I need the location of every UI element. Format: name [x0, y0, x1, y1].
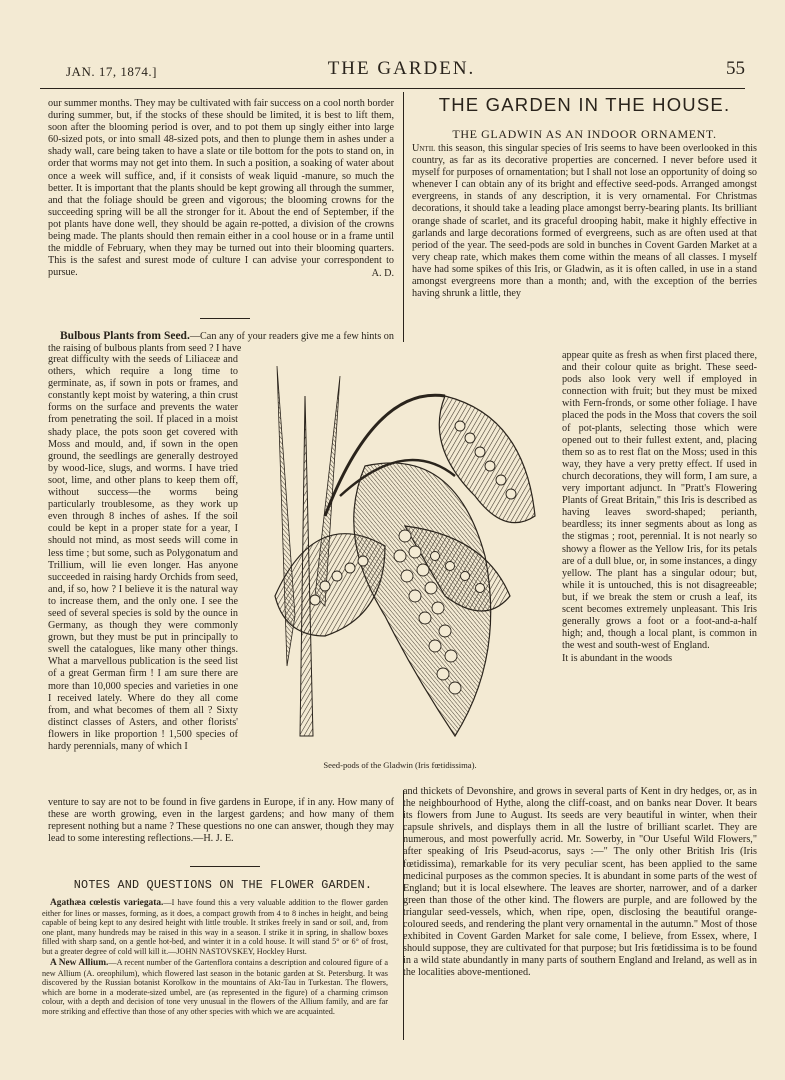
paragraph: venture to say are not to be found in five gardens in Europe, if in any. How many of these are worth growing, even in the largest gardens; and how many of them represent nothing but a name ? These questions no one can answer, though they may lead to some interesting reflections.—H. J. E. [48, 797, 394, 845]
paragraph: great difficulty with the seeds of Liliaceæ and others, which require a long time to germinate, as, if sown in pots or frames, and constantly kept moist by watering, a thin crust forms on the surface and prevents the water from penetrating the soil. If placed in a moist shady place, the pots soon get covered with Moss and mould, and, if sown in the open ground, the seedlings are generally destroyed by wood-lice, slugs, and worms. I have tried soot, lime, and other plans to keep them off, without success—the worms being particularly troublesome, as they work up even through 8 inches of ashes. If the soil could be kept in a proper state for a year, I should not mind, as most seeds will come in less time ; but some, such as Polygonatum and Trillium, will lie even longer. Has anyone succeeded in raising hardy Orchids from seed, and, if so, how ? I believe it is the natural way to increase them, and the only one. I see the seed of several species is sold by the ounce in Germany, as though they were commonly grown, but they must be put in principally to swell the catalogues, like many other things. What a marvellous publication is the seed list of a great German firm ! I am sure there are more than 10,000 species and varieties in one I received lately. Where do they all come from, and what becomes of them all ? Sixty distinct classes of Asters, and other florists' flowers in like proportion ! 1,500 species of hardy perennials, many of which I [48, 354, 238, 752]
article-title: Agathæa cœlestis variegata. [50, 898, 164, 908]
paragraph: —I have found this a very valuable addition to the flower garden either for lines or masses, forming, as it does, a compact growth from 4 to 8 inches in height, and being capable of being kept to any desired height with little trouble. It strikes freely in sand or soil, and, from one plant, many hundreds may be raised in this way in a season. I strike it in spring, in shallow boxes filled with sharp sand, on a gentle hot-bed, and winter it in a cold house. It will stand 5° or 6° of frost, but a greater degree of cold will kill it.—JOHN NASTOVSKEY, Hockley Hurst. [42, 898, 388, 956]
paragraph: —Can any of your readers give me a few hints on the raising of bulbous plants from seed ? I have [48, 331, 394, 355]
left-column-top [48, 98, 394, 281]
gladwin-seedpod-engraving-icon [255, 356, 545, 756]
paragraph: and thickets of Devonshire, and grows in several parts of Kent in dry hedges, or, as in the neighbourhood of Hythe, along the cliff-coast, and on banks near Dover. It bears its flowers from June to August. Its seeds are very beautiful in winter, when their capsule shrivels, and displays them in all the lustre of brilliant scarlet. They are numerous, and most powerfully acrid. Mr. Sowerby, in "Our Useful Wild Flowers," after speaking of Iris Pseud-acorus, says :—" The only other British Iris (Iris fœtidissima), remarkable for its very peculiar scent, has been applied to the same medicinal purposes as the common species. It is abundant in some parts of the west of England; but it is local elsewhere. The leaves are shorter, narrower, and of a darker green than those of the other kind. The flowers are purple, and are followed by the triangular seed-vessels, which, when ripe, open, disclosing the beautiful orange-coloured seeds, and rendering the plant very ornamental in the autumn." Most of those exhibited in Covent Garden Market for sale come, I believe, from Essex, where, I should suppose, they are cultivated for that purpose; but Iris fœtidissima is to be found in a wild state abundantly in many parts of southern England and Ireland, as well as in the localities above-mentioned. [403, 786, 757, 979]
page-header [58, 58, 745, 84]
article-heading: THE GLADWIN AS AN INDOOR ORNAMENT. [452, 127, 717, 141]
notes-heading: NOTES AND QUESTIONS ON THE FLOWER GARDEN. [73, 878, 373, 892]
paragraph: our summer months. They may be cultivated with fair success on a cool north border during summer, but, if the stocks of these should be limited, it is best to lift them, soon after the blooming period is over, and to pot them up singly either into large 60-sized pots, or into small 48-sized pots, and then to plunge them in ashes under a shady wall, care being taken to have a slate or tile bottom for the pots to stand on, in order that worms may not get into them. In such a position, a soaking of water about once a week will suffice, and, if it consists of weak liquid -manure, so much the better. It is important that the plants should be kept growing all through the summer, and that the foliage should be green and vigorous; the blooming crowns for the succeeding spring will be all the stronger for it. About the end of September, if the pot plants have done well, they should be again re-potted, a division of the crowns being made. The plants should then remain either in a cool house or in a frame until the middle of February, when they may be turned out into their blooming quarters. This is the safest and surest mode of culture I can advise your correspondent to pursue. [48, 98, 394, 279]
paragraph: this season, this singular species of Iris seems to have been overlooked in this country, as far as its decorative properties are concerned. I never before used it myself for purposes of ornamentation; but I shall not lose an opportunity of doing so whenever I can obtain any of its bright and effective seed-pods. Arranged amongst evergreens, in stands of any description, it is very ornamental. For Christmas decorations, it should take a leading place amongst berry-bearing plants. Its brilliant orange shade of scarlet, and its graceful drooping habit, make it highly effective in garlands and large decorations formed of evergreens, such as are often used at that period of the year. The seed-pods are sold in bunches in Covent Garden Market at a very cheap rate, which makes them come within the means of all classes. I myself have had some spikes of this Iris, or Gladwin, as it is often called, in use in a stand amongst evergreens more than a month; and, with the exception of the berries having shrunk a little, they [412, 143, 757, 300]
bulbous-intro [48, 330, 394, 356]
masthead-title: THE GARDEN. [327, 58, 476, 79]
paragraph: appear quite as fresh as when first placed there, and their colour quite as bright. These seed-pods also look very well if employed in connection with fruit; but they must be mixed with Fern-fronds, or some other foliage. I have placed the pods in the Moss that covers the soil of pot-plants, selecting those which were opened out to their fullest extent, and, placing them so as to rest flat on the Moss; used in this way, they have a very pretty effect. If used in church decorations, they will form, I am sure, a very important adjunct. In "Pratt's Flowering Plants of Great Britain," this Iris is described as having leaves sword-shaped; perianth, beardless; its inner segments about as long as the stigmas ; root, perennial. It is not nearly so showy a flower as the Yellow Iris, for its petals are of a dull blue, or, in some instances, a dingy yellow. The plant has a singular odour; but, while it is untouched, this is not disagreeable; but, if we break the stem or crush a leaf, its scent becomes extremely unpleasant. This Iris generally grows a foot or a foot-and-a-half high; and, though a local plant, is common in the west and south-west of England. [562, 350, 757, 652]
figure-caption: Seed-pods of the Gladwin (Iris fœtidissima). [323, 760, 477, 770]
section-rule [190, 866, 260, 867]
right-column-narrow [562, 350, 757, 773]
issue-date: JAN. 17, 1874.] [66, 64, 157, 79]
page-number: 55 [726, 58, 745, 79]
right-column-bottom [403, 786, 757, 981]
paragraph: —A recent number of the Gartenflora contains a description and coloured figure of a new Allium (A. oreophilum), which flowered last season in the botanic garden at St. Petersburg. It was discovered by the Russian botanist Korolkow in the mountains of Akt-Tau in Turkestan. The flowers, which are borne in a moderate-sized umbel, are (as represented in the figure) of a charming crimson colour, with a depth and decision of tone very unusual in the flowers of the Allium family, and are far more striking and effective than those of any other species with which we are acquainted. [42, 958, 388, 1016]
lead-word: Until [412, 143, 436, 154]
bulbous-bottom [48, 797, 394, 846]
signature: A. D. [371, 268, 394, 280]
paragraph: It is abundant in the woods [562, 653, 673, 665]
header-rule [40, 88, 745, 89]
article-title: A New Allium. [50, 958, 109, 968]
section-rule [200, 318, 250, 319]
column-divider [403, 92, 404, 342]
bulbous-narrow [48, 354, 238, 796]
right-column-top [412, 143, 757, 301]
notes-body [42, 898, 388, 1018]
article-title: Bulbous Plants from Seed. [60, 330, 190, 342]
section-heading: THE GARDEN IN THE HOUSE. [438, 94, 731, 115]
